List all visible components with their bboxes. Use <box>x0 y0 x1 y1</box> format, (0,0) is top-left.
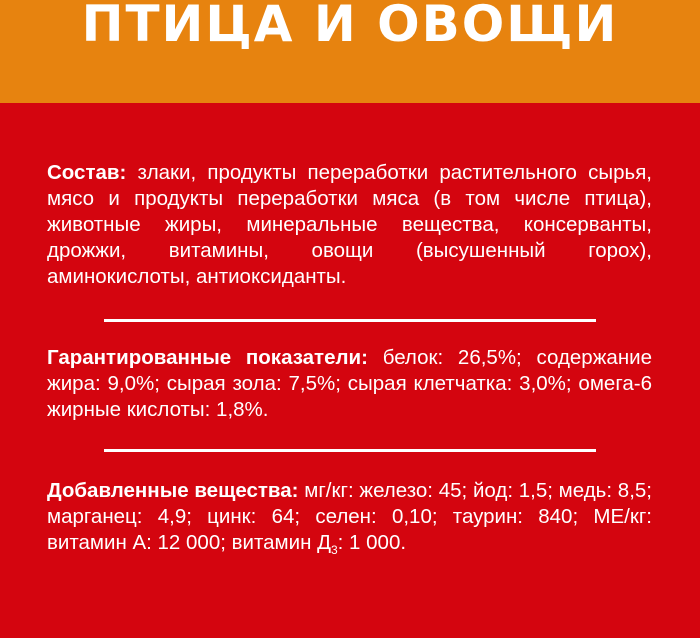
header-banner <box>0 0 700 103</box>
additives-label: Добавленные вещества: <box>47 479 299 502</box>
divider <box>104 449 596 452</box>
product-info-panel <box>0 103 700 638</box>
additives-paragraph <box>47 478 652 556</box>
product-title: ПТИЦА И ОВОЩИ <box>81 0 619 53</box>
composition-text: злаки, продукты переработки растительного сырья, мясо и продукты переработки мяса (в том числе птица), животные жиры, минеральные вещества, консерванты, дрожжи, витамины, овощи (высушенный горох), аминокислоты, антиоксиданты. <box>47 161 652 288</box>
guaranteed-analysis-paragraph <box>47 345 652 423</box>
divider <box>104 319 596 322</box>
additives-text-end: : 1 000. <box>337 531 407 554</box>
additives-text: мг/кг: железо: 45; йод: 1,5; медь: 8,5; марганец: 4,9; цинк: 64; селен: 0,10; таурин: 840; МЕ/кг: витамин А: 12 000; витамин Д <box>47 479 652 554</box>
guaranteed-text: белок: 26,5%; содержание жира: 9,0%; сырая зола: 7,5%; сырая клетчатка: 3,0%; омега-6 жирные кислоты: 1,8%. <box>47 346 652 421</box>
additives-subscript: 3 <box>330 543 338 558</box>
composition-label: Состав: <box>47 161 127 184</box>
composition-paragraph <box>47 160 652 290</box>
guaranteed-label: Гарантированные показатели: <box>47 346 368 369</box>
